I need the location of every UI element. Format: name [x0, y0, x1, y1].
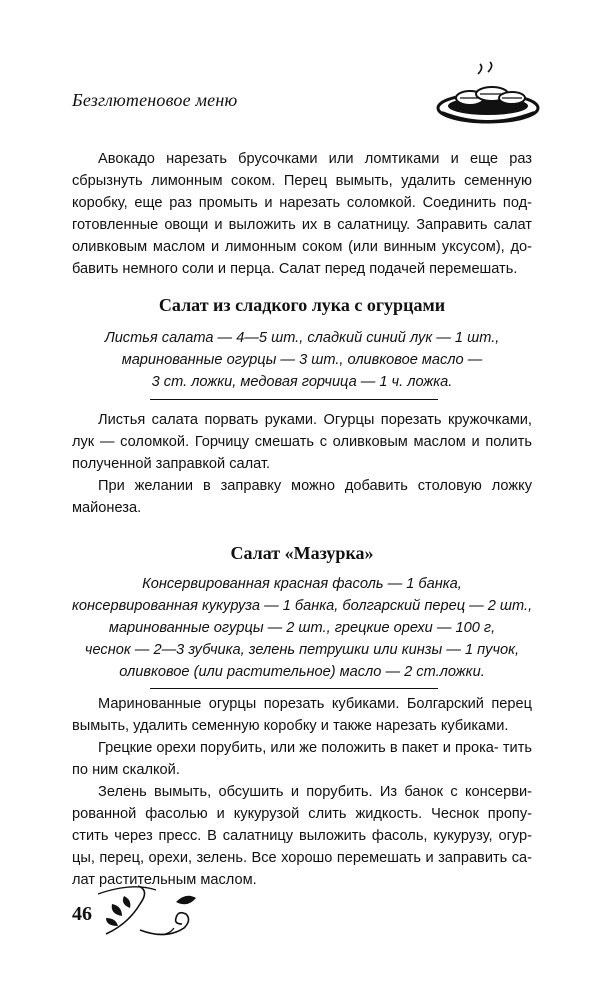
instruction-line: полученной заправкой салат. — [72, 456, 271, 472]
instruction-line: Грецкие орехи порубить, или же положить в пакет и прока- — [98, 740, 499, 756]
ingredients-line: маринованные огурцы — 3 шт., оливковое масло — — [121, 352, 483, 368]
instruction-line: тить по ним скалкой. — [72, 740, 532, 778]
instruction-line: Маринованные огурцы порезать кубиками. Болгарский перец — [98, 696, 532, 712]
ingredients-line: Консервированная красная фасоль — 1 банка, — [142, 576, 462, 592]
recipe-instructions — [72, 693, 532, 891]
plate-with-food-icon — [432, 60, 544, 132]
ingredients-list — [72, 327, 532, 393]
instruction-line: цы, перец, орехи, зелень. Все хорошо перемешать и заправить са- — [72, 850, 532, 866]
intro-line: сбрызнуть лимонным соком. Перец вымыть, удалить семенную — [72, 173, 532, 189]
recipe-title: Салат из сладкого лука с огурцами — [158, 295, 446, 315]
ingredients-line: оливковое (или растительное) масло — 2 ст.ложки. — [119, 664, 485, 680]
ingredients-line: Листья салата — 4—5 шт., сладкий синий лук — 1 шт., — [104, 330, 500, 346]
ingredients-line: 3 ст. ложки, медовая горчица — 1 ч. ложка. — [151, 374, 453, 390]
instruction-line: Зелень вымыть, обсушить и порубить. Из банок с консерви- — [98, 784, 532, 800]
ingredients-line: консервированная кукуруза — 1 банка, болгарский перец — 2 шт., — [72, 598, 533, 614]
intro-line: бавить немного соли и перца. Салат перед подачей перемешать. — [72, 261, 518, 277]
intro-line: оливковым маслом и лимонным соком (или винным уксусом), до- — [72, 239, 532, 255]
instruction-line: стить через пресс. В салатницу выложить фасоль, кукурузу, огур- — [72, 828, 532, 844]
instruction-line: рованной фасолью и кукурузой слить жидкость. Чеснок пропу- — [72, 806, 532, 822]
ingredients-line: чеснок — 2—3 зубчика, зелень петрушки или кинзы — 1 пучок, — [84, 642, 520, 658]
intro-line: коробку, еще раз промыть и нарезать соломкой. Соединить под- — [72, 195, 532, 211]
instruction-line: майонеза. — [72, 500, 142, 516]
instruction-line: лук — соломкой. Горчицу смешать с оливковым маслом и полить — [72, 434, 532, 450]
divider — [150, 399, 438, 400]
intro-line: готовленные овощи и выложить их в салатницу. Заправить салат — [72, 217, 532, 233]
intro-text — [72, 148, 532, 280]
page-number: 46 — [72, 903, 92, 925]
instruction-line: Листья салата порвать руками. Огурцы порезать кружочками, — [98, 412, 532, 428]
running-header: Безглютеновое меню — [72, 90, 238, 110]
instruction-line: При желании в заправку можно добавить столовую ложку — [98, 478, 532, 494]
ingredients-list — [72, 573, 532, 683]
recipe-title: Салат «Мазурка» — [230, 543, 374, 563]
floral-ornament-icon — [92, 872, 202, 942]
divider — [150, 688, 438, 689]
instruction-line: вымыть, удалить семенную коробку и также нарезать кубиками. — [72, 718, 509, 734]
ingredients-line: маринованные огурцы — 2 шт., грецкие орехи — 100 г, — [108, 620, 496, 636]
recipe-instructions — [72, 409, 532, 519]
instruction-line: лат растительным маслом. — [72, 872, 257, 888]
intro-line: Авокадо нарезать брусочками или ломтиками и еще раз — [98, 151, 532, 167]
